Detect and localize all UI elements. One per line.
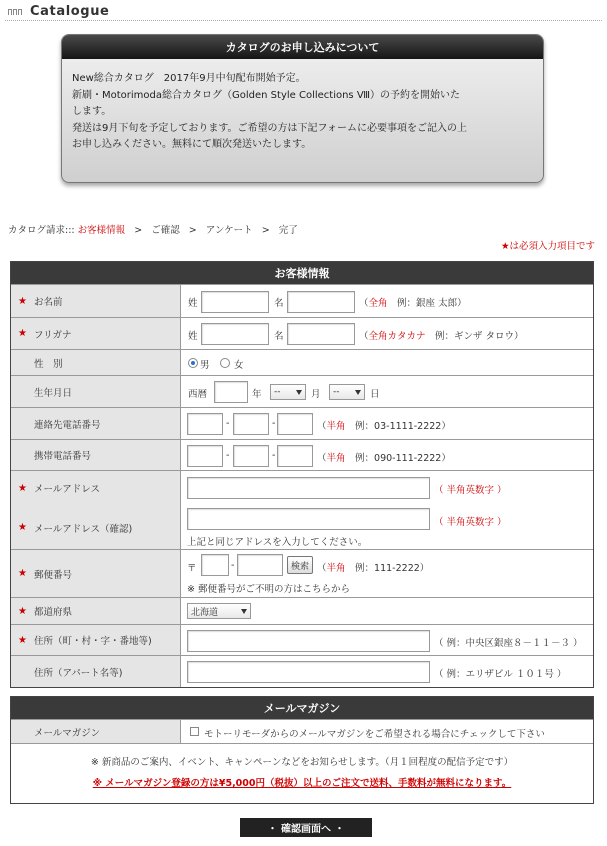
label-address: ★ 住所（町・村・字・番地等)	[11, 625, 180, 655]
address-input[interactable]	[187, 630, 430, 652]
notice-line: 発送は9月下旬を予定しております。ご希望の方は下記フォームに必要事項をご記入の上	[72, 122, 468, 134]
zip-mark: 〒	[187, 563, 197, 574]
notice-line: 新刷・Motorimoda総合カタログ（Golden Style Collections Ⅷ）の予約を開始いた	[72, 89, 460, 101]
sei-label: 姓	[188, 331, 198, 342]
last-name-input[interactable]	[201, 291, 269, 313]
customer-info-section	[10, 261, 594, 688]
mobile-hint: （半角 例：090-111-2222）	[317, 453, 451, 464]
mei-label: 名	[274, 298, 284, 309]
breadcrumb-step-current: お客様情報	[77, 225, 126, 236]
label-birth: 生年月日	[11, 376, 180, 407]
breadcrumb-step: ご確認	[151, 225, 180, 236]
chevron-down-icon	[355, 390, 361, 395]
era-label: 西暦	[188, 389, 208, 400]
section-title: お客様情報	[11, 262, 593, 284]
label-magazine: メールマガジン	[11, 720, 180, 743]
label-tel: 連絡先電話番号	[11, 408, 180, 439]
magazine-promo: ※ メールマガジン登録の方は¥5,000円（税抜）以上のご注文で送料、手数料が無料になります。	[92, 778, 512, 789]
sei-label: 姓	[188, 298, 198, 309]
zip-part2-input[interactable]	[237, 554, 283, 576]
tel-part1-input[interactable]	[187, 413, 223, 435]
tel-hint: （半角 例：03-1111-2222）	[317, 421, 451, 432]
name-hint: （全角 例：銀座 太郎）	[359, 298, 467, 309]
tel-part3-input[interactable]	[277, 413, 313, 435]
first-name-input[interactable]	[287, 291, 355, 313]
mei-label: 名	[274, 331, 284, 342]
address2-input[interactable]	[187, 661, 430, 683]
logo-text: Catalogue	[30, 3, 110, 19]
email-confirm-input[interactable]	[187, 508, 430, 530]
breadcrumb-step: 完了	[278, 225, 298, 236]
email-confirm-note: （ 半角英数字 ）	[434, 517, 507, 528]
row-tel	[11, 407, 593, 439]
last-name-kana-input[interactable]	[201, 323, 269, 345]
section-title: メールマガジン	[11, 697, 593, 719]
breadcrumb-separator: >	[261, 225, 270, 236]
breadcrumb	[8, 222, 298, 236]
address2-hint: （ 例：エリザビル １０１号 ）	[434, 669, 567, 680]
dash: -	[272, 450, 276, 461]
row-birth	[11, 375, 593, 407]
confirm-button[interactable]: ・ 確認画面へ ・	[240, 818, 372, 837]
dash: -	[226, 450, 230, 461]
label-email: ★ メールアドレス	[11, 471, 180, 505]
kana-hint: （全角カタカナ 例：ギンザ タロウ）	[359, 331, 524, 342]
mobile-part1-input[interactable]	[187, 445, 223, 467]
mobile-part3-input[interactable]	[277, 445, 313, 467]
zip-part1-input[interactable]	[201, 554, 229, 576]
header-divider	[5, 20, 602, 21]
chevron-down-icon	[241, 609, 247, 614]
breadcrumb-step: アンケート	[205, 225, 253, 236]
label-name: ★ お名前	[11, 285, 180, 317]
label-kana: ★ フリガナ	[11, 318, 180, 349]
day-unit: 日	[370, 389, 380, 400]
month-unit: 月	[311, 389, 321, 400]
birth-month-select[interactable]: --	[270, 384, 306, 400]
notice-line: New総合カタログ 2017年9月中旬配布開始予定。	[72, 73, 306, 84]
row-name	[11, 284, 593, 317]
label-email-confirm: ★ メールアドレス（確認)	[11, 505, 180, 550]
magazine-info-area	[11, 743, 593, 803]
gender-female-label[interactable]: 女	[234, 360, 244, 371]
notice-box	[61, 34, 544, 183]
zip-hint: （半角 例：111-2222）	[317, 563, 430, 574]
row-email	[11, 470, 593, 549]
breadcrumb-separator: >	[188, 225, 197, 236]
chevron-down-icon	[296, 390, 302, 395]
breadcrumb-separator: >	[134, 225, 143, 236]
row-zip	[11, 549, 593, 597]
gender-male-radio[interactable]	[188, 358, 198, 368]
tel-part2-input[interactable]	[233, 413, 269, 435]
zip-help-link[interactable]: ※ 郵便番号がご不明の方はこちらから	[187, 584, 350, 595]
magazine-checkbox-label[interactable]: モトーリモーダからのメールマガジンをご希望される場合にチェックして下さい	[204, 729, 545, 740]
mail-magazine-section	[10, 696, 594, 804]
notice-body	[62, 59, 543, 154]
label-zip: ★ 郵便番号	[11, 550, 180, 597]
email-confirm-help: 上記と同じアドレスを入力してください。	[187, 537, 368, 548]
row-mobile	[11, 439, 593, 470]
row-address2	[11, 655, 593, 687]
birth-year-input[interactable]	[214, 381, 248, 403]
catalogue-logo	[8, 2, 109, 20]
notice-line: お申し込みください。無料にて順次発送いたします。	[72, 139, 312, 150]
row-kana	[11, 317, 593, 349]
logo-mark-icon	[8, 6, 26, 17]
magazine-checkbox[interactable]	[190, 727, 199, 736]
address-hint: （ 例：中央区銀座８－１１－３ ）	[434, 638, 583, 649]
prefecture-select[interactable]: 北海道	[187, 603, 251, 619]
notice-title: カタログのお申し込みについて	[62, 35, 543, 59]
email-note: （ 半角英数字 ）	[434, 485, 507, 496]
row-pref	[11, 597, 593, 624]
mobile-part2-input[interactable]	[233, 445, 269, 467]
email-input[interactable]	[187, 477, 430, 499]
magazine-info: ※ 新商品のご案内、イベント、キャンペーンなどをお知らせします。（月１回程度の配信予定です）	[90, 757, 514, 768]
birth-day-select[interactable]: --	[329, 384, 365, 400]
dash: -	[272, 418, 276, 429]
first-name-kana-input[interactable]	[287, 323, 355, 345]
row-gender	[11, 349, 593, 375]
zip-search-button[interactable]: 検索	[287, 556, 313, 574]
dash: -	[226, 418, 230, 429]
dash: -	[231, 560, 235, 571]
label-pref: ★ 都道府県	[11, 598, 180, 624]
label-address2: 住所（アパート名等)	[11, 656, 180, 687]
breadcrumb-prefix: カタログ請求:::	[8, 225, 75, 236]
notice-line: します。	[72, 106, 112, 117]
row-magazine	[11, 719, 593, 743]
gender-male-label[interactable]: 男	[200, 360, 210, 371]
label-mobile: 携帯電話番号	[11, 440, 180, 470]
required-note: ★は必須入力項目です	[500, 241, 595, 252]
label-gender: 性 別	[11, 350, 180, 375]
year-unit: 年	[252, 389, 262, 400]
gender-female-radio[interactable]	[220, 358, 230, 368]
row-address	[11, 624, 593, 655]
